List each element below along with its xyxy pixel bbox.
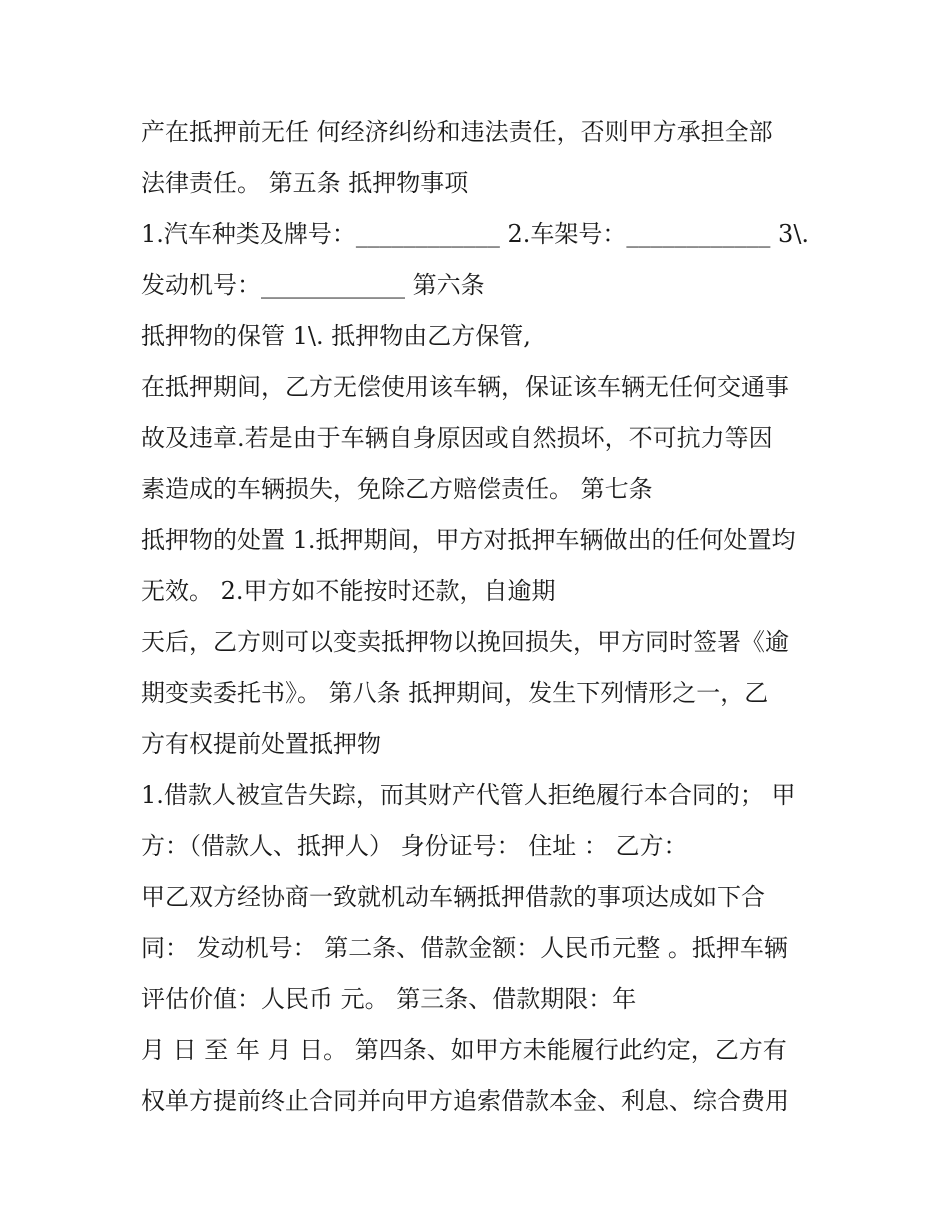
text-line: 1.借款人被宣告失踪，而其财产代管人拒绝履行本合同的； 甲 (141, 781, 796, 809)
text-line: 期变卖委托书》。 第八条 抵押期间，发生下列情形之一，乙 (141, 679, 769, 707)
text-line: 方有权提前处置抵押物 (141, 730, 381, 758)
text-line: 无效。 2.甲方如不能按时还款，自逾期 (141, 577, 556, 605)
text-line: 同： 发动机号： 第二条、借款金额：人民币元整 。抵押车辆 (141, 934, 788, 962)
text-line: 法律责任。 第五条 抵押物事项 (141, 169, 469, 197)
text-line: 发动机号：____________ 第六条 (141, 271, 485, 299)
text-line: 故及违章.若是由于车辆自身原因或自然损坏，不可抗力等因 (141, 424, 773, 452)
text-line: 甲乙双方经协商一致就机动车辆抵押借款的事项达成如下合 (141, 883, 765, 911)
text-line: 抵押物的处置 1.抵押期间，甲方对抵押车辆做出的任何处置均 (141, 526, 796, 554)
text-line: 抵押物的保管 1\. 抵押物由乙方保管, (141, 322, 531, 350)
text-line: 方：（借款人、抵押人） 身份证号： 住址 ： 乙方： (141, 832, 688, 860)
text-line: 1.汽车种类及牌号：____________ 2.车架号：____________ 3\. (141, 220, 810, 248)
text-line: 素造成的车辆损失，免除乙方赔偿责任。 第七条 (141, 475, 653, 503)
text-line: 评估价值：人民币 元。 第三条、借款期限：年 (141, 985, 637, 1013)
text-line: 权单方提前终止合同并向甲方追索借款本金、利息、综合费用 (141, 1087, 789, 1115)
text-line: 天后，乙方则可以变卖抵押物以挽回损失，甲方同时签署《逾 (141, 628, 789, 656)
text-line: 产在抵押前无任 何经济纠纷和违法责任，否则甲方承担全部 (141, 118, 773, 146)
text-line: 在抵押期间，乙方无偿使用该车辆，保证该车辆无任何交通事 (141, 373, 789, 401)
contract-body-text (141, 107, 841, 1127)
text-line: 月 日 至 年 月 日。 第四条、如甲方未能履行此约定，乙方有 (141, 1036, 787, 1064)
